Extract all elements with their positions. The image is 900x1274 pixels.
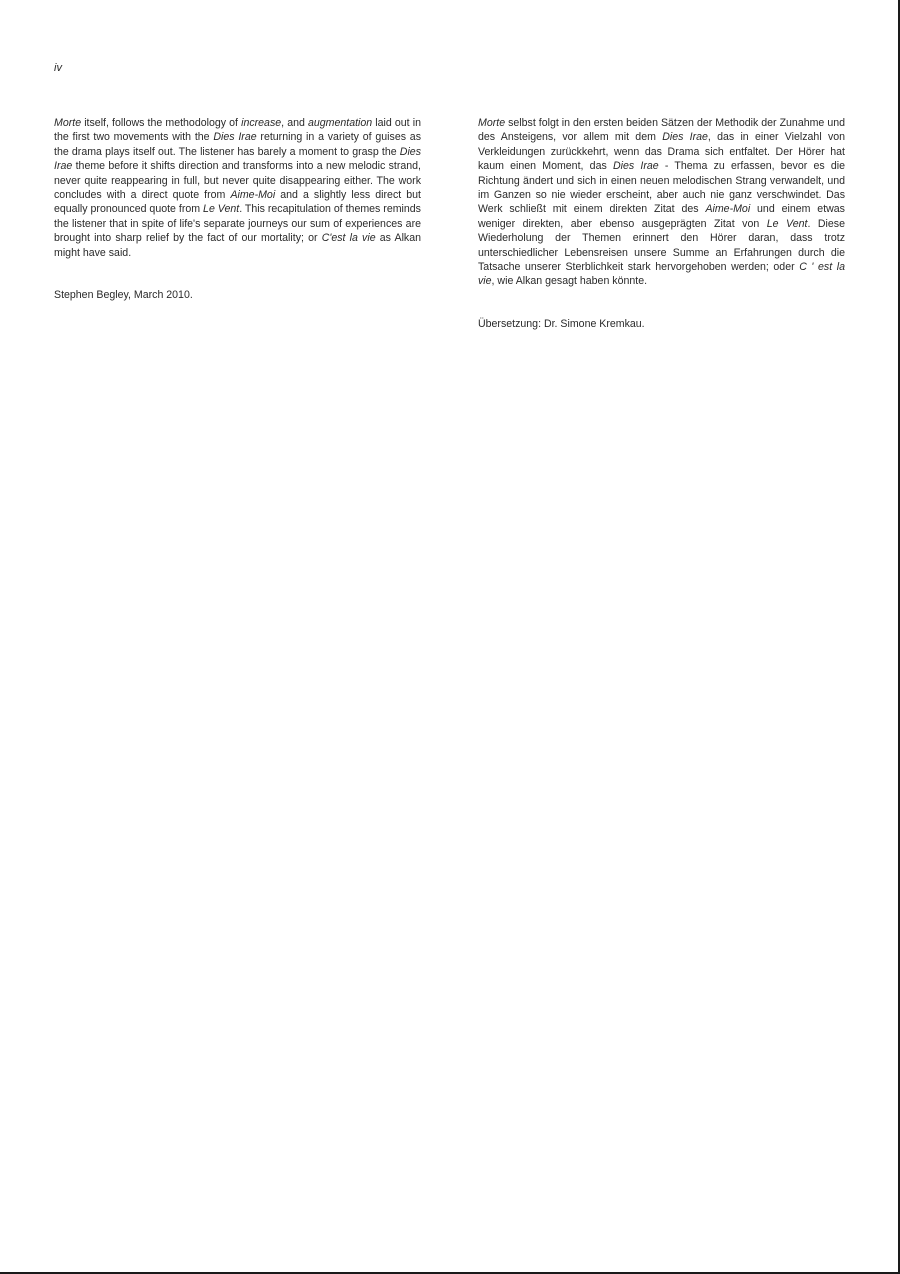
italic-title-text: C'est la vie — [321, 232, 376, 245]
italic-title-text: Le Vent — [203, 203, 240, 216]
english-column — [54, 116, 421, 302]
italic-title-text: Dies Irae — [612, 160, 659, 173]
body-text: , and — [281, 117, 308, 129]
translator-credit: Übersetzung: Dr. Simone Kremkau. — [478, 317, 645, 330]
italic-title-text: augmentation — [307, 117, 373, 129]
italic-title-text: Dies Irae — [213, 131, 257, 144]
italic-title-text: C ' est la vie — [478, 261, 845, 288]
body-text: - Thema zu erfassen, bevor es die Richtung ändert und sich in einen neuen melodischen Strang verwandelt, und im Ganzen so nie wieder erscheint, aber auch nie ganz verschwindet. Das Werk schließt mit einem direkten Zitat des — [478, 160, 846, 216]
german-paragraph — [478, 116, 845, 289]
author-signature: Stephen Begley, March 2010. — [54, 289, 193, 302]
body-text: and a slightly less direct but equally pronounced quote from — [54, 189, 421, 216]
italic-title-text: Dies Irae — [54, 145, 421, 173]
italic-title-text: Aime-Moi — [230, 189, 276, 202]
german-column — [478, 116, 845, 331]
body-text: und einem etwas weniger direkten, aber ebenso ausgeprägten Zitat von — [478, 203, 845, 230]
body-text: itself, follows the methodology of — [81, 117, 242, 129]
body-text: selbst folgt in den ersten beiden Sätzen der Methodik der Zunahme und des Ansteigens, vor allem mit dem — [478, 117, 845, 144]
body-text: returning in a variety of guises as the drama plays itself out. The listener has barely a moment to grasp the — [54, 131, 421, 158]
italic-title-text: Aime-Moi — [705, 203, 751, 216]
body-text: laid out in the first two movements with the — [54, 117, 421, 144]
body-text: theme before it shifts direction and transforms into a new melodic strand, never quite reappearing in full, but never quite disappearing either. The work concludes with a direct quote from — [54, 160, 421, 202]
body-text: , wie Alkan gesagt haben könnte. — [491, 275, 648, 288]
italic-title-text: Morte — [54, 117, 82, 129]
italic-title-text: Morte — [478, 117, 506, 129]
body-text: . This recapitulation of themes reminds the listener that in spite of life's separate journeys our sum of experiences are brought into sharp relief by the fact of our mortality; or — [54, 203, 421, 245]
body-text: , das in einer Vielzahl von Verkleidungen zurückkehrt, wenn das Drama sich entfaltet. Der Hörer hat kaum einen Moment, das — [478, 131, 846, 173]
italic-title-text: increase — [241, 117, 282, 129]
italic-title-text: Dies Irae — [662, 131, 708, 144]
body-text: as Alkan might have said. — [54, 232, 422, 259]
page-number: iv — [54, 62, 62, 74]
english-paragraph — [54, 116, 421, 260]
body-text: . Diese Wiederholung der Themen erinnert den Hörer daran, dass trotz unterschiedlicher Lebensreisen unsere Summe an Erfahrungen durch die Tatsache unserer Sterblichkeit stark hervorgehoben werden; oder — [478, 217, 845, 274]
italic-title-text: Le Vent — [766, 217, 808, 230]
